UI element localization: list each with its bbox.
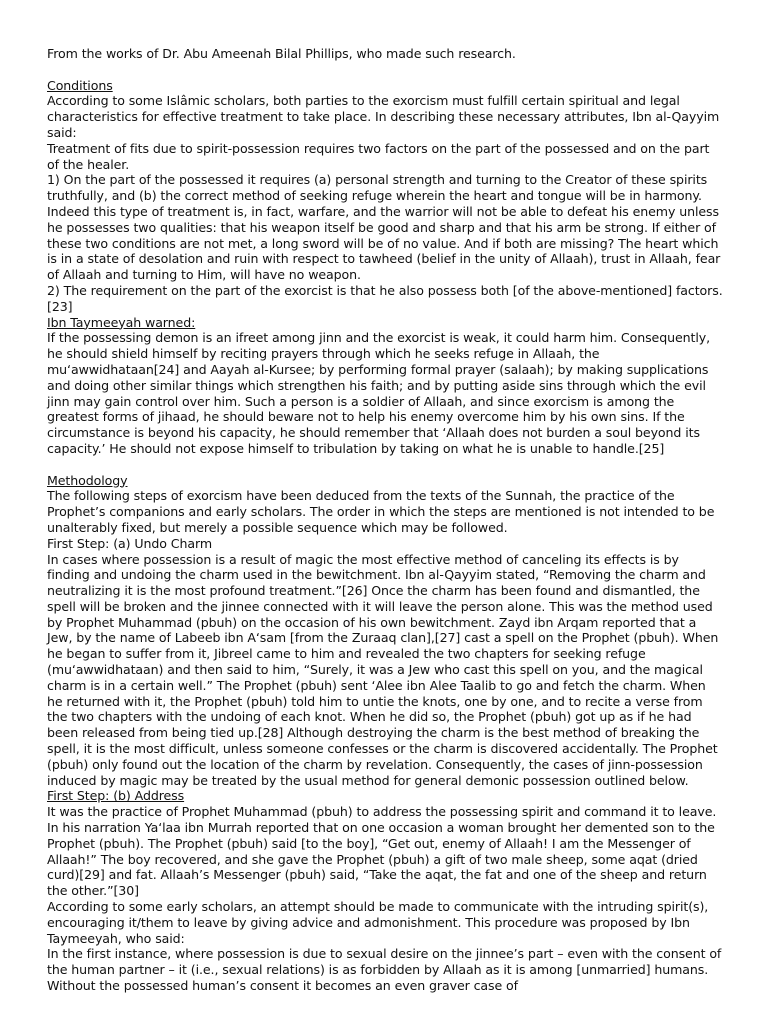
methodology-paragraph-3: It was the practice of Prophet Muhammad (pbuh) to address the possessing spirit and command it to leave. In his narration Ya‘laa ibn Murrah reported that on one occasion a woman brought her demented son to the Prophet (pbuh). The Prophet (pbuh) said [to the boy], “Get out, enemy of Allaah! I am the Messenger of Allaah!” The boy recovered, and she gave the Prophet (pbuh) a gift of two male sheep, some aqat (dried curd)[29] and fat. Allaah’s Messenger (pbuh) said, “Take the aqat, the fat and one of the sheep and return the other.”[30]	[47, 804, 717, 899]
spacer	[47, 62, 723, 78]
conditions-paragraph-4: 2) The requirement on the part of the exorcist is that he also possess both [of the above-mentioned] factors.[23]	[47, 282, 723, 314]
taymeeyah-paragraph: If the possessing demon is an ifreet among jinn and the exorcist is weak, it could harm him. Consequently, he should shield himself by reciting prayers through which he seeks refuge in Allaah, the mu‘awwidhataan[24] and Aayah al-Kursee; by performing formal prayer (salaah); by making supplications and doing other similar things which strengthen his faith; and by putting aside sins through which the evil jinn may gain control over him. Such a person is a soldier of Allaah, and since exorcism is among the greatest forms of jihaad, he should beware not to help his enemy overcome him by his own sins. If the circumstance is beyond his capacity, he should remember that ‘Allaah does not burden a soul beyond its capacity.’ He should not expose himself to tribulation by taking on what he is unable to handle.[25]	[47, 330, 710, 456]
methodology-paragraph-4: According to some early scholars, an attempt should be made to communicate with the intruding spirit(s), encouraging it/them to leave by giving advice and admonishment. This procedure was proposed by Ibn Taymeeyah, who said:	[47, 899, 709, 946]
methodology-heading: Methodology	[47, 472, 128, 488]
methodology-paragraph-1: The following steps of exorcism have been deduced from the texts of the Sunnah, the practice of the Prophet’s companions and early scholars. The order in which the steps are mentioned is not intended to be unalterably fixed, but merely a possible sequence which may be followed.	[47, 488, 715, 535]
spacer	[47, 457, 723, 473]
methodology-paragraph-5: In the first instance, where possession is due to sexual desire on the jinnee’s part – even with the consent of the human partner – it (i.e., sexual relations) is as forbidden by Allaah as it is among [unmarried] humans. Without the possessed human’s consent it becomes an even graver case of	[47, 946, 722, 994]
document-page	[47, 46, 723, 994]
intro-line: From the works of Dr. Abu Ameenah Bilal Phillips, who made such research.	[47, 46, 516, 61]
conditions-paragraph-1: According to some Islâmic scholars, both parties to the exorcism must fulfill certain spiritual and legal characteristics for effective treatment to take place. In describing these necessary attributes, Ibn al-Qayyim said:	[47, 93, 720, 140]
taymeeyah-heading: Ibn Taymeeyah warned:	[47, 314, 196, 330]
conditions-paragraph-2: Treatment of fits due to spirit-possession requires two factors on the part of the possessed and on the part of the healer.	[47, 140, 710, 172]
conditions-paragraph-3: 1) On the part of the possessed it requires (a) personal strength and turning to the Creator of these spirits truthfully, and (b) the correct method of seeking refuge wherein the heart and tongue will be in harmony. Indeed this type of treatment is, in fact, warfare, and the warrior will not be able to defeat his enemy unless he possesses two qualities: that his weapon itself be good and sharp and that his arm be strong. If either of these two conditions are not met, a long sword will be of no value. And if both are missing? The heart which is in a state of desolation and ruin with respect to tawheed (belief in the unity of Allaah), trust in Allaah, fear of Allaah and turning to Him, will have no weapon.	[47, 172, 721, 283]
methodology-paragraph-2: In cases where possession is a result of magic the most effective method of canceling its effects is by finding and undoing the charm used in the bewitchment. Ibn al-Qayyim stated, “Removing the charm and neutralizing it is the most profound treatment.”[26] Once the charm has been found and dismantled, the spell will be broken and the jinnee connected with it will leave the person alone. This was the method used by Prophet Muhammad (pbuh) on the occasion of his own bewitchment. Zayd ibn Arqam reported that a Jew, by the name of Labeeb ibn A‘sam [from the Zuraaq clan],[27] cast a spell on the Prophet (pbuh). When he began to suffer from it, Jibreel came to him and revealed the two chapters for seeking refuge (mu‘awwidhataan) and then said to him, “Surely, it was a Jew who cast this spell on you, and the magical charm is in a certain well.” The Prophet (pbuh) sent ‘Alee ibn Alee Taalib to go and fetch the charm. When he returned with it, the Prophet (pbuh) told him to untie the knots, one by one, and to recite a verse from the two chapters with the undoing of each knot. When he did so, the Prophet (pbuh) got up as if he had been released from being tied up.[28] Although destroying the charm is the best method of breaking the spell, it is the most difficult, unless someone confesses or the charm is discovered accidentally. The Prophet (pbuh) only found out the location of the charm by revelation. Consequently, the cases of jinn-possession induced by magic may be treated by the usual method for general demonic possession outlined below.	[47, 551, 719, 788]
step-a-title: First Step: (a) Undo Charm	[47, 535, 212, 551]
step-b-title: First Step: (b) Address	[47, 788, 185, 804]
conditions-heading: Conditions	[47, 77, 113, 93]
